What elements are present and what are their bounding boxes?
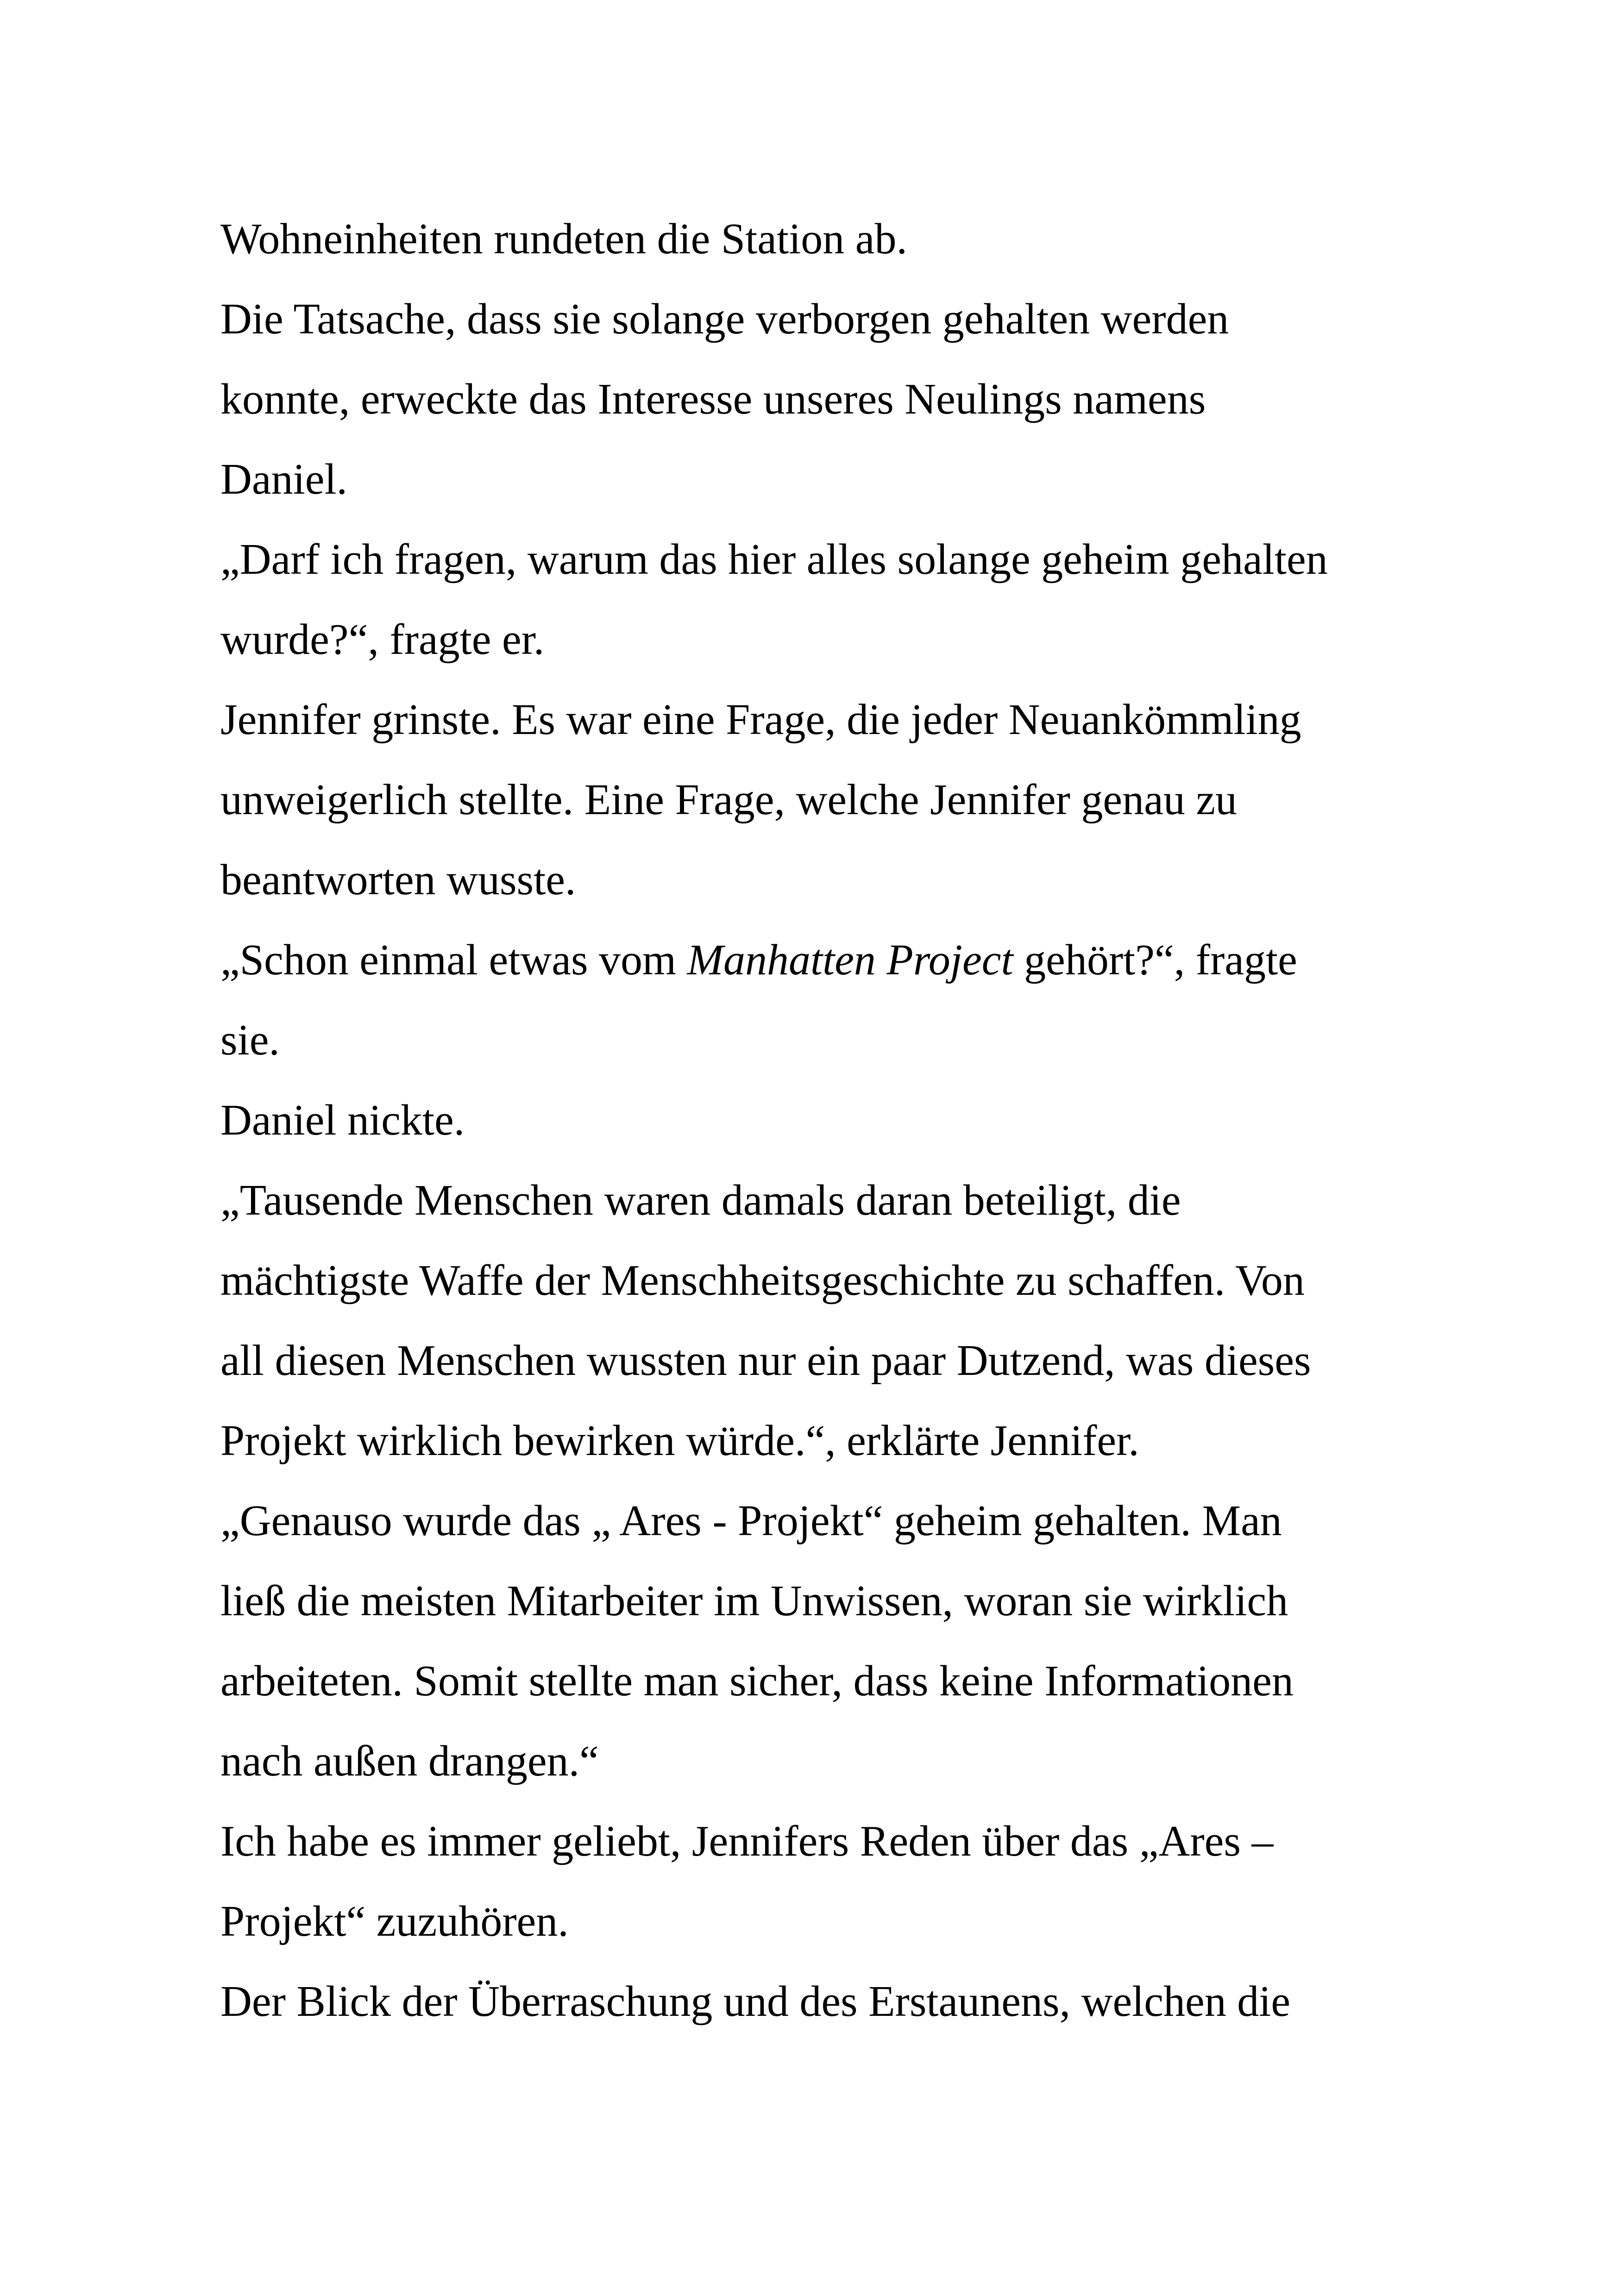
text-line: Projekt wirklich bewirken würde.“, erklärte Jennifer. — [220, 1417, 1139, 1465]
text-line: beantworten wusste. — [220, 856, 576, 904]
text-line: „Tausende Menschen waren damals daran beteiligt, die — [220, 1176, 1181, 1224]
text-line: nach außen drangen.“ — [220, 1737, 599, 1785]
text-line: Ich habe es immer geliebt, Jennifers Reden über das „Ares – — [220, 1817, 1274, 1865]
text-line: sie. — [220, 1016, 280, 1064]
italic-title: Manhatten Project — [687, 936, 1013, 984]
text-line: „Darf ich fragen, warum das hier alles solange geheim gehalten — [220, 535, 1328, 583]
text-line-with-italic — [220, 920, 1471, 1000]
text-line: Projekt“ zuzuhören. — [220, 1897, 569, 1945]
body-text — [220, 199, 1471, 2042]
text-line: Daniel nickte. — [220, 1096, 465, 1144]
text-line: all diesen Menschen wussten nur ein paar Dutzend, was dieses — [220, 1336, 1311, 1385]
text-line: arbeiteten. Somit stellte man sicher, dass keine Informationen — [220, 1657, 1294, 1705]
text-line: Jennifer grinste. Es war eine Frage, die jeder Neuankömmling — [220, 696, 1301, 744]
text-line: Daniel. — [220, 455, 348, 503]
text-line: Die Tatsache, dass sie solange verborgen gehalten werden — [220, 295, 1229, 343]
text-line: mächtigste Waffe der Menschheitsgeschichte zu schaffen. Von — [220, 1256, 1305, 1305]
text-line: konnte, erweckte das Interesse unseres Neulings namens — [220, 375, 1206, 423]
text-segment: „Schon einmal etwas vom — [220, 936, 687, 984]
text-line: „Genauso wurde das „ Ares - Projekt“ geheim gehalten. Man — [220, 1497, 1282, 1545]
text-line: ließ die meisten Mitarbeiter im Unwissen, woran sie wirklich — [220, 1577, 1288, 1625]
text-line: Wohneinheiten rundeten die Station ab. — [220, 215, 907, 263]
text-segment: gehört?“, fragte — [1013, 936, 1297, 984]
text-line: wurde?“, fragte er. — [220, 615, 545, 664]
text-line: Der Blick der Überraschung und des Erstaunens, welchen die — [220, 1977, 1291, 2026]
text-line: unweigerlich stellte. Eine Frage, welche Jennifer genau zu — [220, 776, 1238, 824]
